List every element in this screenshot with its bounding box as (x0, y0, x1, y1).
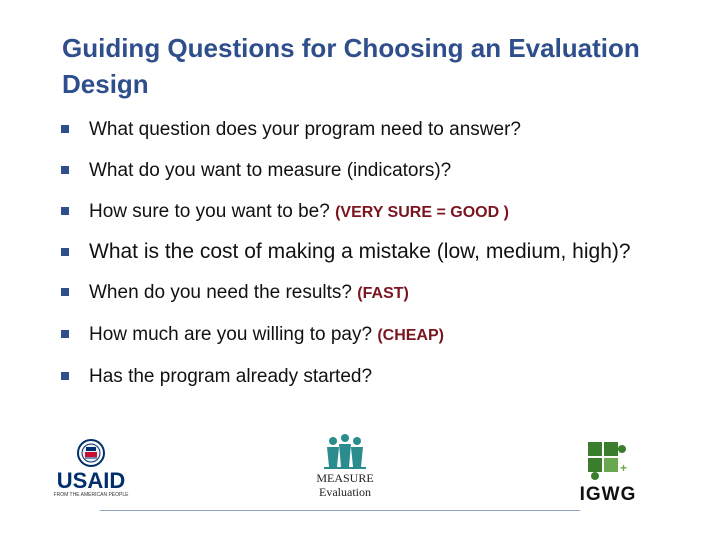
usaid-tagline: FROM THE AMERICAN PEOPLE (53, 492, 129, 498)
slide-title: Guiding Questions for Choosing an Evaluation Design (62, 33, 640, 99)
bullet-text: How sure to you want to be? (89, 201, 330, 222)
square-bullet-icon (61, 288, 69, 296)
bullet-item (60, 239, 690, 265)
bullet-highlight: (VERY SURE = GOOD ) (335, 204, 509, 221)
bullet-item (60, 281, 690, 305)
footer-divider (100, 510, 580, 511)
bullet-text: What do you want to measure (indicators)? (89, 160, 452, 181)
square-bullet-icon (61, 248, 69, 256)
bullet-item (60, 365, 690, 388)
square-bullet-icon (61, 125, 69, 133)
bullet-text: How much are you willing to pay? (89, 324, 373, 345)
square-bullet-icon (61, 166, 69, 174)
measure-line1: MEASURE (316, 471, 374, 485)
bullet-text: When do you need the results? (89, 282, 353, 303)
people-figures-icon (300, 433, 390, 471)
bullet-item (60, 118, 690, 141)
bullet-text: What question does your program need to answer? (89, 119, 521, 140)
square-bullet-icon (61, 372, 69, 380)
bullet-item (60, 323, 690, 347)
measure-line2: Evaluation (319, 485, 371, 499)
bullet-highlight: (FAST) (357, 285, 409, 302)
bullet-item (60, 200, 690, 224)
usaid-wordmark: USAID (56, 468, 126, 493)
square-bullet-icon (61, 330, 69, 338)
usaid-seal-icon (50, 438, 132, 468)
measure-evaluation-logo (300, 433, 390, 503)
bullet-text: Has the program already started? (89, 366, 373, 387)
bullet-text: What is the cost of making a mistake (low, medium, high)? (89, 240, 631, 263)
svg-text:+: + (620, 461, 628, 475)
measure-wordmark (300, 471, 390, 499)
usaid-logo (50, 438, 132, 500)
bullet-list (60, 118, 690, 388)
igwg-wordmark: IGWG (579, 484, 637, 505)
square-bullet-icon (61, 207, 69, 215)
puzzle-pieces-icon (568, 438, 648, 482)
igwg-logo (568, 438, 648, 508)
bullet-item (60, 159, 690, 182)
bullet-highlight: (CHEAP) (377, 327, 444, 344)
